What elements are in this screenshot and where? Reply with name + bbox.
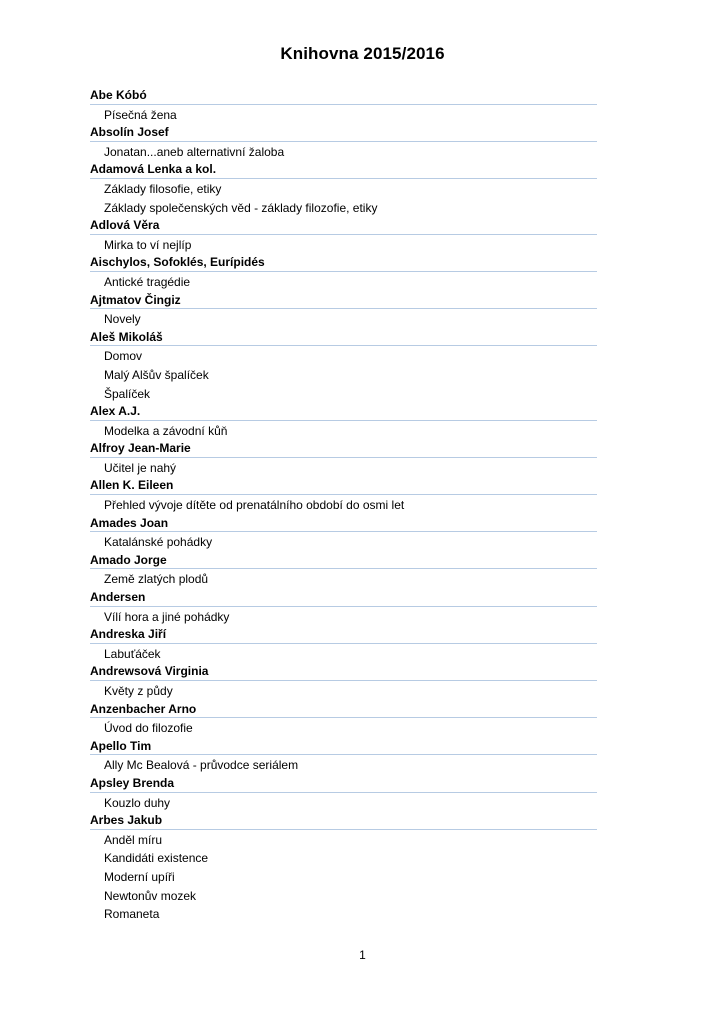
author-heading: Arbes Jakub	[90, 811, 597, 830]
book-title: Učitel je nahý	[104, 460, 177, 475]
book-title: Modelka a závodní kůň	[104, 423, 228, 438]
book-title: Základy filosofie, etiky	[104, 181, 222, 196]
book-title: Romaneta	[104, 907, 160, 922]
book-title: Labuťáček	[104, 646, 161, 661]
book-title: Antické tragédie	[104, 274, 191, 289]
book-title: Ally Mc Bealová - průvodce seriálem	[104, 758, 299, 773]
book-title: Úvod do filozofie	[104, 721, 193, 736]
author-heading: Amades Joan	[90, 514, 597, 533]
author-heading: Allen K. Eileen	[90, 476, 597, 495]
author-heading: Adamová Lenka a kol.	[90, 160, 597, 179]
author-heading: Anzenbacher Arno	[90, 700, 597, 719]
book-title: Země zlatých plodů	[104, 572, 209, 587]
author-heading: Andreska Jiří	[90, 625, 597, 644]
book-title: Špalíček	[104, 386, 151, 401]
book-title: Základy společenských věd - základy filozofie, etiky	[104, 200, 378, 215]
author-heading: Amado Jorge	[90, 551, 597, 570]
book-title: Přehled vývoje dítěte od prenatálního období do osmi let	[104, 498, 405, 513]
book-title: Písečná žena	[104, 107, 177, 122]
book-title: Kandidáti existence	[104, 851, 209, 866]
author-heading: Abe Kóbó	[90, 86, 597, 105]
book-title: Jonatan...aneb alternativní žaloba	[104, 144, 285, 159]
author-heading: Absolín Josef	[90, 123, 597, 142]
book-title: Moderní upíři	[104, 869, 175, 884]
catalog-list	[90, 86, 597, 923]
book-title: Newtonův mozek	[104, 888, 197, 903]
book-title: Novely	[104, 312, 141, 327]
author-heading: Aischylos, Sofoklés, Eurípidés	[90, 253, 597, 272]
author-heading: Alex A.J.	[90, 402, 597, 421]
book-title: Mirka to ví nejlíp	[104, 237, 192, 252]
book-title: Domov	[104, 349, 143, 364]
author-heading: Andrewsová Virginia	[90, 662, 597, 681]
author-heading: Ajtmatov Čingiz	[90, 291, 597, 310]
book-title: Vílí hora a jiné pohádky	[104, 609, 230, 624]
book-title: Anděl míru	[104, 832, 163, 847]
book-title: Malý Alšův špalíček	[104, 367, 209, 382]
page-number: 1	[359, 948, 366, 962]
author-heading: Alfroy Jean-Marie	[90, 439, 597, 458]
author-heading: Adlová Věra	[90, 216, 597, 235]
book-title: Květy z půdy	[104, 684, 173, 698]
page-title: Knihovna 2015/2016	[280, 44, 445, 63]
book-title: Kouzlo duhy	[104, 795, 171, 810]
author-heading: Apello Tim	[90, 737, 597, 756]
author-heading: Andersen	[90, 588, 597, 607]
author-heading: Aleš Mikoláš	[90, 328, 597, 347]
author-heading: Apsley Brenda	[90, 774, 597, 793]
book-title: Katalánské pohádky	[104, 535, 213, 550]
